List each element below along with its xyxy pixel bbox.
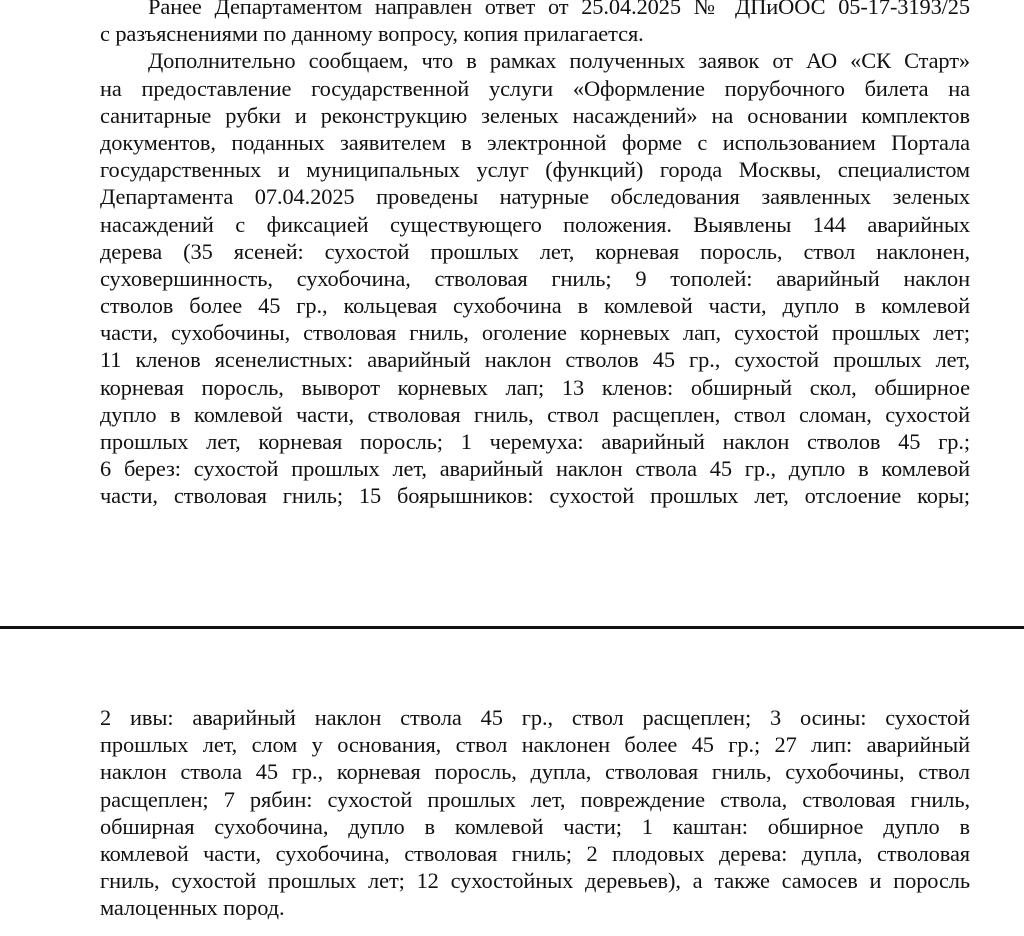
text-line: части, сухобочины, стволовая гниль, оголение корневых лап, сухостой прошлых лет; [100,320,970,346]
document-page-bottom [100,704,970,922]
text-line: стволов более 45 гр., кольцевая сухобочина в комлевой части, дупло в комлевой [100,293,970,319]
text-line: гниль, сухостой прошлых лет; 12 сухостойных деревьев), а также самосев и поросль [100,868,970,894]
text-line: части, стволовая гниль; 15 боярышников: сухостой прошлых лет, отслоение коры; [100,483,970,509]
document-page-top [100,0,970,510]
text-line: обширная сухобочина, дупло в комлевой части; 1 каштан: обширное дупло в [100,813,970,839]
text-line: расщеплен; 7 рябин: сухостой прошлых лет, повреждение ствола, стволовая гниль, [100,786,970,812]
page-separator [0,626,1024,629]
text-line: 6 берез: сухостой прошлых лет, аварийный наклон ствола 45 гр., дупло в комлевой [100,456,970,482]
text-line: прошлых лет, слом у основания, ствол наклонен более 45 гр.; 27 лип: аварийный [100,732,970,758]
text-line: государственных и муниципальных услуг (функций) города Москвы, специалистом [100,157,970,183]
text-line: прошлых лет, корневая поросль; 1 черемуха: аварийный наклон стволов 45 гр.; [100,429,970,454]
text-line: малоценных пород. [100,895,285,921]
text-line: дерева (35 ясеней: сухостой прошлых лет, корневая поросль, ствол наклонен, [100,238,970,264]
text-line: Ранее Департаментом направлен ответ от 25.04.2025 № ДПиООС 05-17-3193/25 [148,0,970,19]
text-line: насаждений с фиксацией существующего положения. Выявлены 144 аварийных [100,211,970,237]
text-line: 2 ивы: аварийный наклон ствола 45 гр., ствол расщеплен; 3 осины: сухостой [100,705,970,730]
text-line: 11 кленов ясенелистных: аварийный наклон стволов 45 гр., сухостой прошлых лет, [100,347,970,373]
text-line: Департамента 07.04.2025 проведены натурные обследования заявленных зеленых [100,184,970,210]
text-line: комлевой части, сухобочина, стволовая гниль; 2 плодовых дерева: дупла, стволовая [100,840,970,866]
text-line: суховершинность, сухобочина, стволовая гниль; 9 тополей: аварийный наклон [100,265,970,291]
text-line: на предоставление государственной услуги «Оформление порубочного билета на [100,75,970,101]
text-line: санитарные рубки и реконструкцию зеленых насаждений» на основании комплектов [100,102,970,128]
text-line: дупло в комлевой части, стволовая гниль, ствол расщеплен, ствол сломан, сухостой [100,401,970,427]
text-line: документов, поданных заявителем в электронной форме с использованием Портала [100,129,970,155]
text-line: Дополнительно сообщаем, что в рамках полученных заявок от АО «СК Старт» [148,48,970,74]
text-line: наклон ствола 45 гр., корневая поросль, дупла, стволовая гниль, сухобочины, ствол [100,759,970,785]
text-line: с разъяснениями по данному вопросу, копия прилагается. [100,21,644,47]
text-line: корневая поросль, выворот корневых лап; 13 кленов: обширный скол, обширное [100,374,970,400]
